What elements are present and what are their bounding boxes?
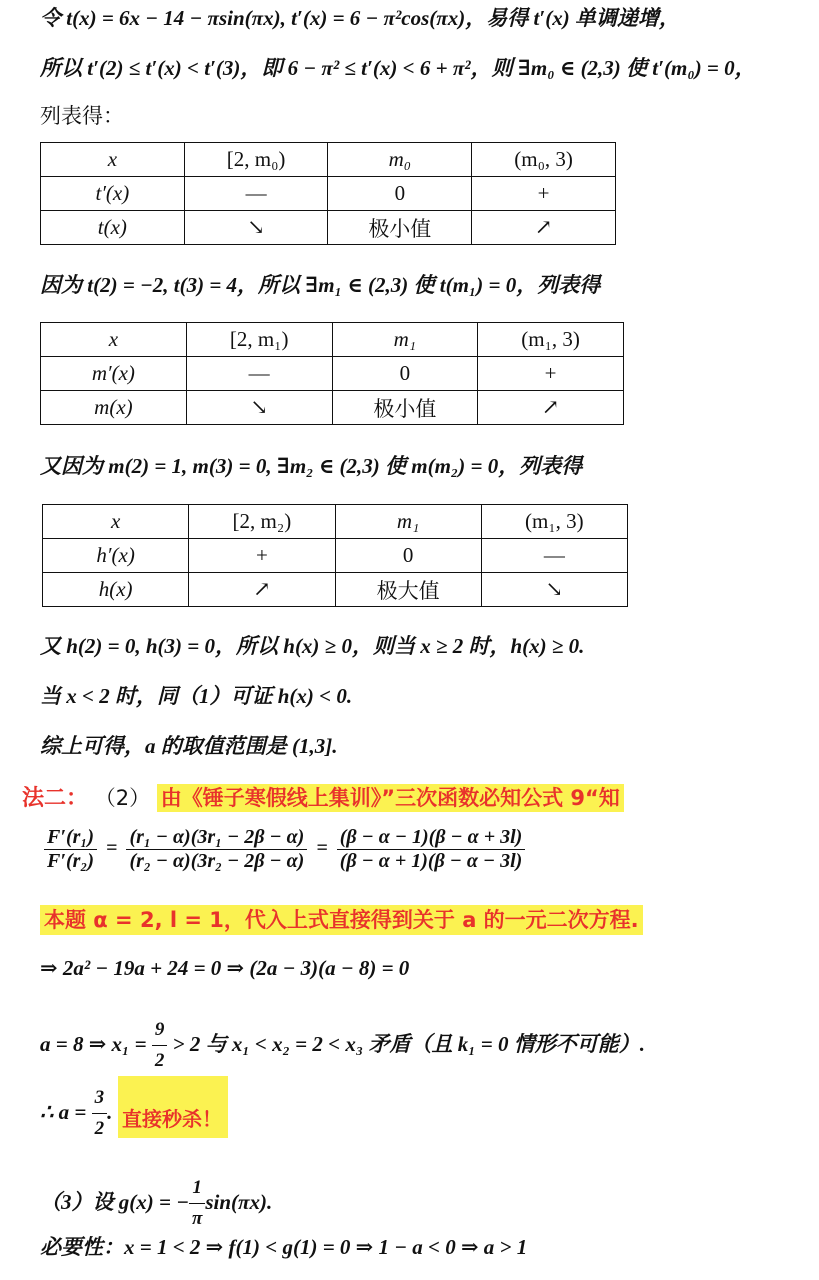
fraction-2: $\frac{\text{(r₁ − α)(3r₁ − 2β − α)}}{\text{(r₂ − α)(3r₂ − 2β − α)}}$: [126, 826, 307, 873]
table-row: [41, 211, 616, 245]
text-line-3: 列表得：: [40, 104, 124, 128]
table-cell: —: [481, 539, 627, 573]
yellow-highlight-box: [118, 1076, 228, 1138]
table-cell: ↘: [184, 211, 328, 245]
table-cell: h(x): [43, 573, 189, 607]
text-line-12: ⇒ 2a² − 19a + 24 = 0 ⇒ (2a − 3)(a − 8) = 0: [40, 956, 410, 980]
table-cell: (m₁, 3): [481, 505, 627, 539]
text-line-7: 当 x < 2 时，同（1）可证 h(x) < 0.: [40, 684, 353, 708]
formula-block: $\frac{\text{F′(r₁)}}{\text{F′(r₂)}}$ = $\frac{\text{(r₁ − α)(3r₁ − 2β − α)}}{\text{(r₂ − α)(3r₂ − 2β − α)}}$ = $\frac{(\beta - \alpha - 1)(\beta - \alpha + 3l)}{(\beta - \alpha + 1)(\beta - \alpha - 3l)}$: [44, 826, 525, 873]
text-line-13: a = 8 ⇒ x₁ = $\frac{9}{2}$ > 2 与 x₁ < x₂ = 2 < x₃ 矛盾（且 k₁ = 0 情形不可能）.: [40, 1015, 645, 1076]
text-line-15: （3）设 g(x) = − $\frac{1}{\pi}$ sin(πx).: [40, 1173, 272, 1234]
table-cell: ↗: [189, 573, 335, 607]
table-cell: 极小值: [328, 211, 472, 245]
table-row: [41, 357, 624, 391]
variation-table-3: [42, 504, 628, 607]
table-row: [41, 143, 616, 177]
variation-table-1: [40, 142, 616, 245]
table-row: [43, 505, 628, 539]
table-cell: ↗: [472, 211, 616, 245]
fraction-one-over-pi: $\frac{1}{\pi}$: [189, 1173, 205, 1234]
table-cell: ↗: [478, 391, 624, 425]
table-cell: (m₁, 3): [478, 323, 624, 357]
fraction-three-halves: $\frac{3}{2}$: [92, 1083, 108, 1144]
text-line-6: 又 h(2) = 0, h(3) = 0，所以 h(x) ≥ 0，则当 x ≥ 2 时，h(x) ≥ 0.: [40, 634, 585, 658]
text-line-8: 综上可得，a 的取值范围是 (1,3].: [40, 734, 338, 758]
table-cell: m₁: [335, 505, 481, 539]
part-label: （2）: [94, 786, 151, 810]
table-row: [41, 177, 616, 211]
text-line-4: 因为 t(2) = −2, t(3) = 4，所以 ∃m₁ ∈ (2,3) 使 t(m₁) = 0，列表得: [40, 273, 601, 297]
table-cell: +: [472, 177, 616, 211]
table-cell: x: [43, 505, 189, 539]
table-row: [43, 539, 628, 573]
text-line-14: ∴ a = $\frac{3}{2}$ .: [40, 1083, 112, 1144]
table-row: [41, 323, 624, 357]
table-cell: m′(x): [41, 357, 187, 391]
table-cell: —: [186, 357, 332, 391]
method-two-heading: [22, 783, 624, 814]
table-cell: 0: [332, 357, 478, 391]
highlighted-reference: 由《锤子寒假线上集训》”三次函数必知公式 9“知: [157, 784, 624, 812]
table-cell: +: [189, 539, 335, 573]
table-cell: m₁: [332, 323, 478, 357]
instant-solve-label: 直接秒杀！: [122, 1107, 222, 1131]
fraction-nine-halves: $\frac{9}{2}$: [152, 1015, 168, 1076]
variation-table-2: [40, 322, 624, 425]
table-cell: (m₀, 3): [472, 143, 616, 177]
table-cell: —: [184, 177, 328, 211]
text-line-16: 必要性：x = 1 < 2 ⇒ f(1) < g(1) = 0 ⇒ 1 − a < 0 ⇒ a > 1: [40, 1235, 528, 1259]
text-line-2: 所以 t′(2) ≤ t′(x) < t′(3)，即 6 − π² ≤ t′(x) < 6 + π²，则 ∃m₀ ∈ (2,3) 使 t′(m₀) = 0，: [40, 56, 756, 80]
method-two-label: 法二：: [22, 786, 89, 811]
table-row: [43, 573, 628, 607]
table-cell: +: [478, 357, 624, 391]
table-cell: 极大值: [335, 573, 481, 607]
table-cell: x: [41, 323, 187, 357]
table-cell: ↘: [481, 573, 627, 607]
table-cell: m(x): [41, 391, 187, 425]
table-cell: [2, m₂): [189, 505, 335, 539]
text-line-5: 又因为 m(2) = 1, m(3) = 0, ∃m₂ ∈ (2,3) 使 m(m₂) = 0，列表得: [40, 454, 583, 478]
table-cell: 0: [328, 177, 472, 211]
table-cell: m₀: [328, 143, 472, 177]
table-cell: [2, m₀): [184, 143, 328, 177]
table-cell: t′(x): [41, 177, 185, 211]
table-cell: x: [41, 143, 185, 177]
fraction-3: $\frac{(\beta - \alpha - 1)(\beta - \alpha + 3l)}{(\beta - \alpha + 1)(\beta - \alpha - 3l)}$: [337, 826, 526, 873]
table-cell: t(x): [41, 211, 185, 245]
fraction-1: $\frac{\text{F′(r₁)}}{\text{F′(r₂)}}$: [44, 826, 97, 873]
table-cell: h′(x): [43, 539, 189, 573]
table-cell: 极小值: [332, 391, 478, 425]
highlighted-note: 本题 α = 2, l = 1，代入上式直接得到关于 a 的一元二次方程.: [40, 905, 643, 935]
text-line-1: 令 t(x) = 6x − 14 − πsin(πx), t′(x) = 6 − π²cos(πx)，易得 t′(x) 单调递增，: [40, 6, 680, 30]
table-cell: [2, m₁): [186, 323, 332, 357]
table-cell: ↘: [186, 391, 332, 425]
table-row: [41, 391, 624, 425]
table-cell: 0: [335, 539, 481, 573]
